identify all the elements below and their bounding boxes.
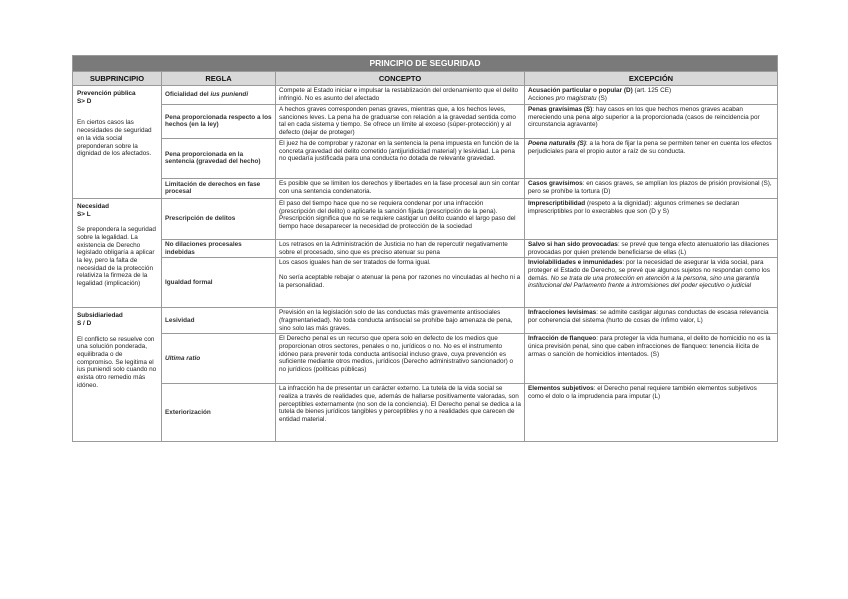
subprincipio-cell-subsidiariedad bbox=[73, 308, 162, 442]
excepcion-cell bbox=[525, 105, 778, 139]
excepcion-cell bbox=[525, 334, 778, 384]
header-row bbox=[73, 72, 778, 86]
regla-cell: Igualdad formal bbox=[162, 258, 276, 308]
subprincipio-title: Necesidad bbox=[77, 202, 109, 210]
excepcion-text: : para proteger la vida humana, el delito de homicidio no es la única previsión penal, sino que caben infracciones de flanqueo: tenencia ilícita de armas o sanción de homicidios intentados. (S) bbox=[528, 335, 771, 358]
table-row bbox=[73, 308, 778, 334]
excepcion-title: Infracciones levísimas bbox=[528, 309, 597, 317]
concepto-text: No sería aceptable rebajar o atenuar la pena por razones no vinculadas al hecho ni a la personalidad. bbox=[279, 273, 521, 289]
header-concepto: CONCEPTO bbox=[276, 72, 525, 86]
excepcion-title: Acusación particular o popular (D) bbox=[528, 87, 633, 94]
excepcion-cell bbox=[525, 308, 778, 334]
excepcion-text: : se admite castigar algunas conductas de escasa relevancia por coherencia del sistema (hurto de cosas de ínfimo valor, L) bbox=[528, 309, 769, 324]
excepcion-emphasis: No se trata de una protección en atención a la persona, sino una garantía institucional del Parlamento frente a intromisiones del poder ejecutivo o judicial bbox=[528, 274, 760, 290]
concepto-cell: El Derecho penal es un recurso que opera solo en defecto de los medios que proporcionan otros sectores, penales o no, jurídicos o no. No es el instrumento idóneo para prevenir toda conducta antisocial incluso grave, cuya prevención es suficiente mediante otros medios, jurídicos (Derecho administrativo sancionador) o no jurídicos (políticas públicas) bbox=[276, 334, 525, 384]
excepcion-text: Acciones bbox=[528, 94, 556, 102]
subprincipio-formula: S> L bbox=[77, 210, 91, 218]
excepcion-cell bbox=[525, 198, 778, 239]
header-subprincipio: SUBPRINCIPIO bbox=[73, 72, 162, 86]
title-row bbox=[73, 56, 778, 72]
subprincipio-formula: S / D bbox=[77, 319, 92, 327]
regla-cell bbox=[162, 334, 276, 384]
table-row bbox=[73, 138, 778, 178]
concepto-cell: Compete al Estado iniciar e impulsar la restablización del ordenamiento que el delito infringió. No es asunto del afectado bbox=[276, 86, 525, 105]
excepcion-text: (art. 125 CE) bbox=[632, 87, 672, 94]
principle-table bbox=[72, 55, 778, 442]
subprincipio-title: Subsidiariedad bbox=[77, 312, 123, 320]
regla-cell: Lesividad bbox=[162, 308, 276, 334]
header-regla: REGLA bbox=[162, 72, 276, 86]
regla-cell: Exteriorización bbox=[162, 384, 276, 442]
excepcion-title: Elementos subjetivos bbox=[528, 385, 594, 393]
subprincipio-cell-necesidad bbox=[73, 198, 162, 307]
excepcion-text: : en casos graves, se amplían los plazos de prisión provisional (S), pero se prohíbe la tortura (D) bbox=[528, 179, 772, 195]
excepcion-text: (S) bbox=[596, 94, 607, 102]
header-excepcion: EXCEPCIÓN bbox=[525, 72, 778, 86]
subprincipio-body: En ciertos casos las necesidades de seguridad en la vida social preponderan sobre la dignidad de los afectados. bbox=[77, 119, 152, 158]
subprincipio-title: Prevención pública bbox=[77, 90, 136, 97]
table-row bbox=[73, 239, 778, 257]
table-row bbox=[73, 384, 778, 442]
regla-cell: Pena proporcionada en la sentencia (gravedad del hecho) bbox=[162, 138, 276, 178]
table-row bbox=[73, 258, 778, 308]
concepto-cell: Los retrasos en la Administración de Justicia no han de repercutir negativamente sobre el procesado, sino que es preciso atenuar su pena bbox=[276, 239, 525, 257]
excepcion-title: Salvo si han sido provocadas bbox=[528, 240, 618, 248]
regla-cell: Pena proporcionada respecto a los hechos (en la ley) bbox=[162, 105, 276, 139]
regla-cell: No dilaciones procesales indebidas bbox=[162, 239, 276, 257]
excepcion-text: : a la hora de fijar la pena se permiten tener en cuenta los efectos perjudiciales para el propio autor a raíz de su conducta. bbox=[528, 139, 772, 155]
regla-emphasis: ius puniendi bbox=[210, 91, 249, 99]
concepto-cell: La infracción ha de presentar un carácter externo. La tutela de la vida social se realiza a través de realidades que, además de hallarse positivamente valoradas, son perceptibles externamente (no son de la conciencia). El Derecho penal se dedica a la tutela de bienes jurídicos tangibles y perceptibles y no a realidades que carecen de entidad material. bbox=[276, 384, 525, 442]
excepcion-text: (respeto a la dignidad): algunos crímenes se declaran imprescriptibles por lo execrables que son (D y S) bbox=[528, 199, 740, 215]
concepto-cell bbox=[276, 258, 525, 308]
excepcion-title: Penas gravísimas (S) bbox=[528, 106, 593, 113]
table-title: PRINCIPIO DE SEGURIDAD bbox=[73, 56, 778, 72]
excepcion-cell bbox=[525, 138, 778, 178]
regla-cell: Limitación de derechos en fase procesal bbox=[162, 178, 276, 198]
regla-text: Oficialidad del bbox=[165, 91, 211, 99]
excepcion-cell bbox=[525, 239, 778, 257]
excepcion-title: Infracción de flanqueo bbox=[528, 335, 597, 343]
regla-emphasis: Ultima ratio bbox=[165, 354, 201, 362]
excepcion-title: Poena naturalis (S) bbox=[528, 139, 586, 147]
concepto-cell: Previsión en la legislación solo de las conductas más gravemente antisociales (fragmentariedad). No toda conducta antisocial se prohíbe bajo amenaza de pena, sino solo las más graves. bbox=[276, 308, 525, 334]
concepto-cell: El paso del tiempo hace que no se requiera condenar por una infracción (prescripción del delito) o aplicarle la sanción fijada (prescripción de la pena). Prescripción significa que no se requiere castigar un delito cuando el largo paso del tiempo hace desaparecer la necesidad de protección de la sociedad bbox=[276, 198, 525, 239]
subprincipio-body: Se prepondera la seguridad sobre la legalidad. La existencia de Derecho legislado obligaría a aplicar la ley, pero la falta de necesidad de la protección relativiza la firmeza de la legalidad (implicación) bbox=[77, 226, 156, 288]
concepto-cell: El juez ha de comprobar y razonar en la sentencia la pena impuesta en función de la concreta gravedad del delito cometido (antijuridicidad material) y lesividad. La pena no quedaría justificada para una conducta no dotada de relevante gravedad. bbox=[276, 138, 525, 178]
concepto-cell: A hechos graves corresponden penas graves, mientras que, a los hechos leves, sanciones leves. La pena ha de graduarse con relación a la gravedad sentida como tal en cada sistema y tiempo. Se ofrece un límite al exceso (súper-protección) y al defecto (dejar de proteger) bbox=[276, 105, 525, 139]
concepto-cell: Es posible que se limiten los derechos y libertades en la fase procesal aun sin contar con una sentencia condenatoria. bbox=[276, 178, 525, 198]
subprincipio-body: El conflicto se resuelve con una solución ponderada, equilibrada o de compromiso. Se legitima el ius puniendi solo cuando no exista otro remedio más idóneo. bbox=[77, 335, 157, 389]
principle-table-sheet bbox=[72, 55, 777, 442]
excepcion-title: Imprescriptibilidad bbox=[528, 199, 586, 207]
table-row bbox=[73, 334, 778, 384]
excepcion-cell bbox=[525, 258, 778, 308]
excepcion-text: : por la necesidad de asegurar la vida social, para proteger el Estado de Derecho, se prevé que algunos sujetos no respondan como los demás. bbox=[528, 259, 770, 282]
excepcion-cell bbox=[525, 86, 778, 105]
excepcion-text: : el Derecho penal requiere también elementos subjetivos como el dolo o la imprudencia para imputar (L) bbox=[528, 385, 757, 401]
excepcion-title: Casos gravísimos bbox=[528, 179, 583, 187]
table-row bbox=[73, 178, 778, 198]
regla-cell: Prescripción de delitos bbox=[162, 198, 276, 239]
excepcion-cell bbox=[525, 384, 778, 442]
excepcion-cell bbox=[525, 178, 778, 198]
excepcion-emphasis: pro magistratu bbox=[555, 94, 597, 102]
table-row bbox=[73, 105, 778, 139]
table-row bbox=[73, 86, 778, 105]
subprincipio-formula: S> D bbox=[77, 97, 92, 105]
regla-cell bbox=[162, 86, 276, 105]
concepto-text: Los casos iguales han de ser tratados de forma igual. bbox=[279, 259, 431, 267]
excepcion-text: : se prevé que tenga efecto atenuatorio las dilaciones provocadas por quien pretende beneficiarse de ellas (L) bbox=[528, 240, 770, 256]
excepcion-title: Inviolabilidades e inmunidades bbox=[528, 259, 623, 267]
subprincipio-cell-prevencion bbox=[73, 86, 162, 199]
excepcion-text: : hay casos en los que hechos menos graves acaban mereciendo una pena algo superior a la proporcionada (casos de reincidencia por circunstancia agravante) bbox=[528, 106, 760, 129]
table-row bbox=[73, 198, 778, 239]
